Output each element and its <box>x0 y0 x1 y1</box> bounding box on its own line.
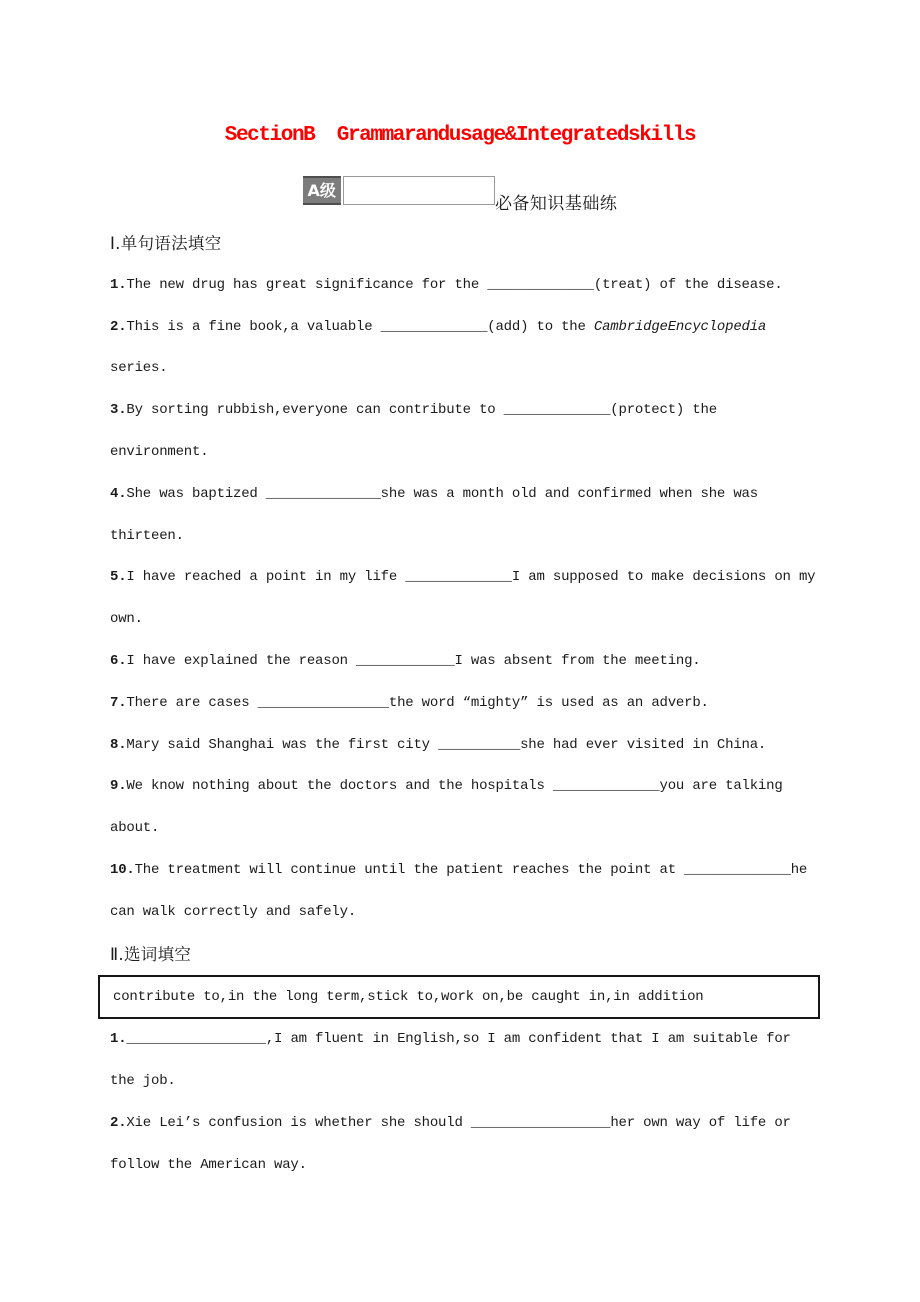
answer-blank: _____________ <box>405 569 512 586</box>
level-badge: A级 <box>303 176 341 205</box>
word-bank-box: contribute to,in the long term,stick to,work on,be caught in,in addition <box>98 975 820 1019</box>
answer-blank: _____________ <box>487 276 594 293</box>
text-segment: 4. <box>110 485 127 502</box>
worksheet-line <box>110 808 850 850</box>
text-segment: I have reached a point in my life <box>126 569 406 586</box>
worksheet-body <box>110 223 850 1187</box>
text-segment: 5. <box>110 569 127 586</box>
worksheet-line <box>110 641 850 683</box>
worksheet-line <box>110 557 850 599</box>
answer-blank: _____________ <box>684 861 791 878</box>
text-segment: you are talking <box>659 778 783 795</box>
answer-blank: ________________ <box>257 694 389 711</box>
text-segment: ,I am fluent in English,so I am confident that I am suitable for <box>265 1031 791 1048</box>
text-segment: environment. <box>110 443 209 460</box>
answer-blank: _____________ <box>503 402 611 419</box>
text-segment: There are cases <box>126 694 258 711</box>
text-segment: series. <box>110 360 168 377</box>
worksheet-line <box>110 348 850 390</box>
text-segment: 1. <box>110 276 127 293</box>
worksheet-line <box>110 516 850 558</box>
text-segment: 8. <box>110 736 127 753</box>
text-segment: 6. <box>110 652 127 669</box>
text-segment: the job. <box>110 1073 176 1090</box>
text-segment: The new drug has great significance for the <box>126 276 488 293</box>
text-segment: she had ever visited in China. <box>520 736 767 753</box>
section-heading: Ⅰ.单句语法填空 <box>110 234 222 253</box>
answer-blank: ____________ <box>356 652 455 669</box>
worksheet-line <box>110 307 850 349</box>
worksheet-line <box>110 725 850 767</box>
level-banner <box>0 176 920 214</box>
text-segment: about. <box>110 820 160 837</box>
text-segment: The treatment will continue until the patient reaches the point at <box>134 861 685 878</box>
text-segment: She was baptized <box>126 485 266 502</box>
text-segment: follow the American way. <box>110 1156 307 1173</box>
worksheet-line <box>110 1103 850 1145</box>
text-segment: own. <box>110 611 143 628</box>
answer-blank: _________________ <box>126 1031 266 1048</box>
text-segment: she was a month old and confirmed when she was <box>380 485 758 502</box>
text-segment: I am supposed to make decisions on my <box>511 569 816 586</box>
text-segment: Mary said Shanghai was the first city <box>126 736 439 753</box>
worksheet-line <box>110 1019 850 1061</box>
text-segment: her own way of life or <box>610 1114 791 1131</box>
worksheet-line <box>110 1061 850 1103</box>
text-segment: 1. <box>110 1031 127 1048</box>
text-segment: he <box>790 861 808 878</box>
text-segment: 7. <box>110 694 127 711</box>
section-heading: Ⅱ.选词填空 <box>110 944 192 964</box>
text-segment: 2. <box>110 1114 127 1131</box>
text-segment: thirteen. <box>110 527 184 544</box>
text-segment: can walk correctly and safely. <box>110 903 357 920</box>
answer-blank: __________ <box>438 736 521 753</box>
worksheet-line <box>110 850 850 892</box>
answer-blank: _____________ <box>380 318 488 335</box>
text-segment: By sorting rubbish,everyone can contribute to <box>126 402 504 419</box>
text-segment: I was absent from the meeting. <box>454 652 701 669</box>
text-segment: the word “mighty” is used as an adverb. <box>388 694 709 711</box>
banner-caption: 必备知识基础练 <box>494 194 618 214</box>
text-segment: 10. <box>110 861 135 878</box>
worksheet-line <box>110 683 850 725</box>
worksheet-line <box>110 474 850 516</box>
text-segment: 3. <box>110 402 127 419</box>
worksheet-line <box>110 390 850 432</box>
worksheet-line <box>110 766 850 808</box>
text-segment: 9. <box>110 778 127 795</box>
answer-blank: _________________ <box>470 1114 611 1131</box>
worksheet-line <box>110 1145 850 1187</box>
text-segment: (treat) of the disease. <box>593 276 783 293</box>
text-segment: 2. <box>110 318 127 335</box>
text-segment: I have explained the reason <box>126 652 357 669</box>
text-segment: CambridgeEncyclopedia <box>593 318 767 335</box>
banner-empty-box <box>343 176 495 205</box>
text-segment: Xie Lei’s confusion is whether she should <box>126 1114 471 1131</box>
worksheet-line <box>110 265 850 307</box>
text-segment: This is a fine book,a valuable <box>126 318 381 335</box>
page-title: SectionB Grammarandusage&Integratedskills <box>224 124 696 147</box>
worksheet-line <box>110 599 850 641</box>
text-segment: (protect) the <box>610 402 717 419</box>
worksheet-line <box>110 432 850 474</box>
text-segment: We know nothing about the doctors and the hospitals <box>126 778 553 795</box>
worksheet-line <box>110 892 850 934</box>
answer-blank: ______________ <box>265 485 381 502</box>
text-segment: (add) to the <box>487 318 594 335</box>
answer-blank: _____________ <box>552 778 660 795</box>
